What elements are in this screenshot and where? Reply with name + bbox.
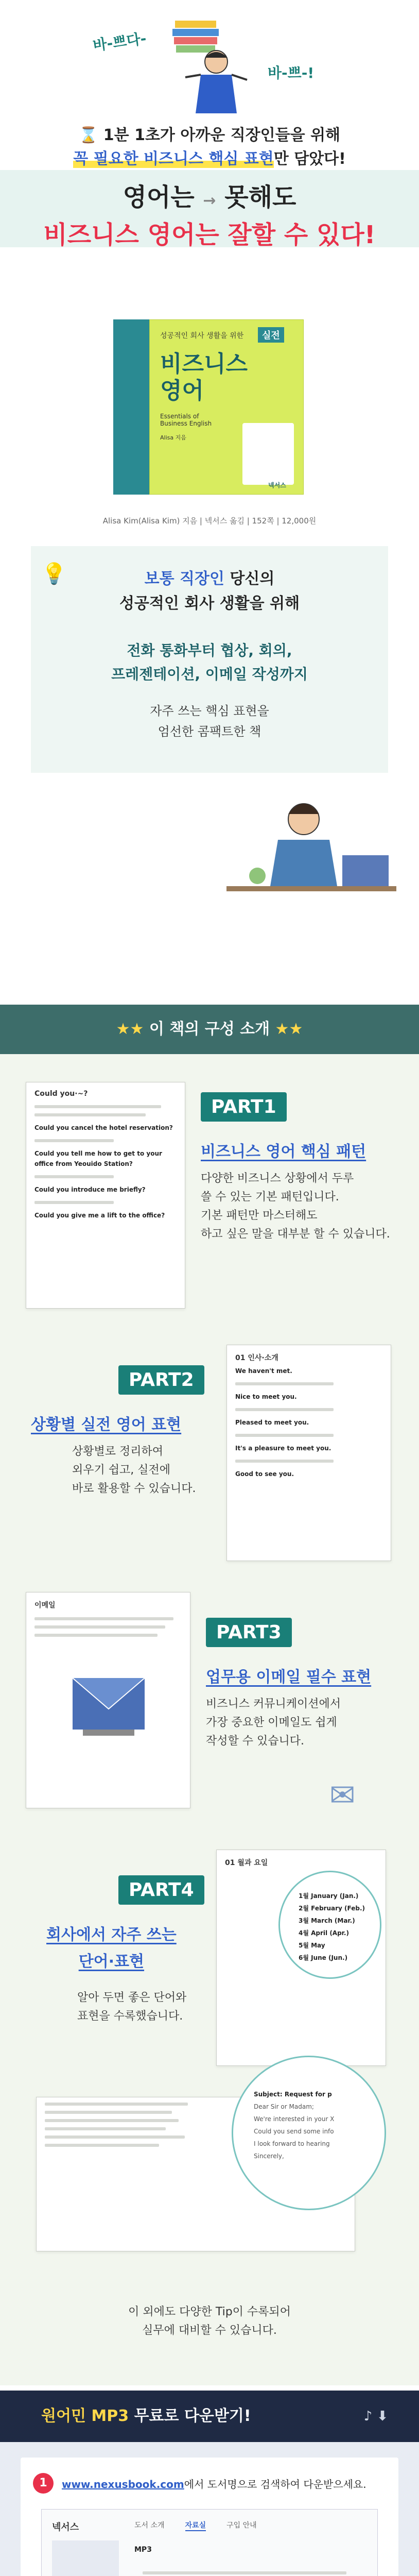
part1-desc-line: 쓸 수 있는 기본 패턴입니다. xyxy=(201,1191,339,1204)
month-item: 5월 May xyxy=(299,1942,325,1949)
book-badge: 실전 xyxy=(258,327,284,343)
mock-line xyxy=(34,1139,114,1142)
email-line: Could you send some info xyxy=(254,2128,334,2135)
part2-mock-text: Pleased to meet you. xyxy=(235,1419,309,1426)
mp3-download-section xyxy=(0,2391,419,2576)
part3-desc-line: 작성할 수 있습니다. xyxy=(206,1735,304,1748)
busy-worker-illustration xyxy=(113,10,309,113)
part4-title-2: 단어·표현 xyxy=(78,1953,145,1971)
month-item: 4월 April (Apr.) xyxy=(299,1929,349,1937)
book-publisher: 넥서스 xyxy=(268,482,286,489)
hero-section xyxy=(0,0,419,536)
headline-red: 비즈니스 영어는 잘할 수 있다! xyxy=(43,221,376,249)
part2-mock-text: Nice to meet you. xyxy=(235,1393,297,1400)
book-title xyxy=(160,351,248,404)
part2-mock-text: It's a pleasure to meet you. xyxy=(235,1445,331,1452)
book-sub-2: Business English xyxy=(160,420,212,427)
download-panel xyxy=(21,2458,398,2576)
feature-intro xyxy=(0,567,419,616)
book-title-1: 비즈니스 xyxy=(160,351,248,377)
tip-line1: 이 외에도 다양한 Tip이 수록되어 xyxy=(128,2306,291,2318)
mock-line xyxy=(45,2111,172,2114)
step1-text xyxy=(62,2476,366,2491)
mock-line xyxy=(45,2144,159,2147)
busy-text-right: 바-쁘-! xyxy=(268,64,315,81)
mock-line xyxy=(45,2119,179,2122)
part2-mock-text: Good to see you. xyxy=(235,1470,294,1478)
part3-badge: PART3 xyxy=(206,1618,292,1647)
mp3-label: MP3 xyxy=(134,2546,152,2554)
feature-line5: 자주 쓰는 핵심 표현을 xyxy=(150,704,269,718)
website-logo: 넥서스 xyxy=(52,2522,79,2533)
month-item: 1월 January (Jan.) xyxy=(299,1892,359,1900)
mock-line xyxy=(34,1105,161,1108)
download-header-highlight: 원어민 MP3 xyxy=(41,2407,129,2425)
mock-line xyxy=(235,1434,334,1437)
envelope-illustration xyxy=(67,1657,150,1750)
book-subtitle-en xyxy=(160,413,212,427)
hero-tagline xyxy=(0,124,419,171)
tip-line2: 실무에 대비할 수 있습니다. xyxy=(142,2324,277,2337)
mock-line xyxy=(45,2136,185,2139)
part2-title: 상황별 실전 영어 표현 xyxy=(31,1416,182,1434)
part4-desc xyxy=(77,1989,186,2026)
mock-line xyxy=(235,1382,334,1385)
download-header-rest: 무료로 다운받기! xyxy=(129,2407,251,2425)
part1-mock-head: Could you·~? xyxy=(34,1090,88,1098)
resource-lines xyxy=(134,2566,361,2576)
feature-highlight: 보통 직장인 xyxy=(144,570,224,588)
part4-badge: PART4 xyxy=(118,1875,204,1905)
download-header xyxy=(0,2391,419,2442)
feature-line4: 프레젠테이션, 이메일 작성까지 xyxy=(111,666,308,683)
part3-desc-line: 가장 중요한 이메일도 쉽게 xyxy=(206,1716,337,1729)
book-spine xyxy=(113,319,149,495)
mail-icon: ✉ xyxy=(329,1777,356,1814)
hero-headline xyxy=(0,180,419,252)
part2-desc xyxy=(72,1443,196,1498)
email-line: We're interested in your X xyxy=(254,2115,335,2123)
part1-desc-line: 다양한 비즈니스 상황에서 두루 xyxy=(201,1172,354,1185)
part4-title-1: 회사에서 자주 쓰는 xyxy=(46,1926,177,1944)
part4-sample-page xyxy=(216,1850,386,2066)
email-line: Dear Sir or Madam; xyxy=(254,2103,314,2110)
mock-line xyxy=(143,2571,346,2574)
headline-b: 못해도 xyxy=(224,183,296,212)
email-line: I look forward to hearing xyxy=(254,2140,330,2147)
mock-line xyxy=(34,1634,158,1637)
part2-desc-line: 바로 활용할 수 있습니다. xyxy=(72,1482,196,1495)
part1-desc-line: 하고 싶은 말을 대부분 할 수 있습니다. xyxy=(201,1228,390,1241)
hourglass-icon: ⌛ xyxy=(78,126,98,144)
book-illustration xyxy=(242,423,294,485)
tab-purchase[interactable]: 구입 안내 xyxy=(226,2521,257,2530)
part3-desc xyxy=(206,1695,341,1751)
part1-badge: PART1 xyxy=(201,1092,287,1122)
book-title-2: 영어 xyxy=(160,378,204,404)
feature-line1: 당신의 xyxy=(224,570,275,588)
part2-desc-line: 상황별로 정리하여 xyxy=(72,1445,164,1458)
book-sub-1: Essentials of xyxy=(160,413,199,420)
website-sidebar xyxy=(52,2540,119,2576)
feature-line3: 전화 통화부터 협상, 회의, xyxy=(127,642,292,659)
star-icon-right: ★★ xyxy=(275,1020,303,1038)
mock-line xyxy=(34,1617,173,1620)
month-item: 6월 June (Jun.) xyxy=(299,1954,348,1961)
part3-desc-line: 비즈니스 커뮤니케이션에서 xyxy=(206,1698,341,1710)
arrow-icon: → xyxy=(203,192,216,210)
book-front xyxy=(149,319,304,495)
part1-desc-line: 기본 패턴만 마스터해도 xyxy=(201,1209,318,1222)
part1-mock-text: Could you introduce me briefly? xyxy=(34,1186,146,1193)
busy-text-left: 바-쁘다- xyxy=(92,29,148,55)
website-tabs xyxy=(134,2520,257,2531)
nexus-link[interactable]: www.nexusbook.com xyxy=(62,2478,184,2490)
mock-line xyxy=(34,1201,114,1204)
section-title-bar xyxy=(0,1005,419,1054)
star-icon-left: ★★ xyxy=(116,1020,144,1038)
lightbulb-icon: 💡 xyxy=(41,562,67,586)
mock-line xyxy=(34,1175,114,1178)
tagline-line1: 1분 1초가 아까운 직장인들을 위해 xyxy=(103,126,341,144)
part4-mock-head: 01 월과 요일 xyxy=(225,1859,268,1867)
headline-a: 영어는 xyxy=(123,183,195,212)
email-line: Sincerely, xyxy=(254,2153,284,2160)
part1-mock-text: Could you cancel the hotel reservation? xyxy=(34,1124,173,1131)
magnifier-circle xyxy=(278,1871,381,1979)
part2-mock-head: 01 인사·소개 xyxy=(235,1354,278,1362)
part2-sample-page xyxy=(226,1345,391,1561)
tab-book-intro[interactable]: 도서 소개 xyxy=(134,2521,165,2530)
book-cover xyxy=(93,309,329,505)
step1-rest: 에서 도서명으로 검색하여 다운받으세요. xyxy=(184,2478,366,2490)
part1-sample-page xyxy=(26,1082,185,1309)
part1-title: 비즈니스 영어 핵심 패턴 xyxy=(201,1143,366,1161)
tagline-rest: 만 담았다! xyxy=(273,150,346,168)
part4-desc-line: 알아 두면 좋은 단어와 xyxy=(77,1991,187,2004)
email-magnifier xyxy=(232,2056,386,2210)
feature-section xyxy=(0,536,419,999)
section-title: 이 책의 구성 소개 xyxy=(149,1020,270,1038)
part4-desc-line: 표현을 수록했습니다. xyxy=(77,2010,183,2023)
music-icon: ♪ ⬇ xyxy=(363,2409,388,2424)
mock-line xyxy=(34,1625,165,1629)
part4-title xyxy=(46,1922,177,1971)
book-caption: Alisa Kim(Alisa Kim) 지음 | 넥서스 옮김 | 152쪽 | 12,000원 xyxy=(102,516,317,526)
structure-section xyxy=(0,1005,419,2385)
part1-mock-text: Could you tell me how to get to your office from Yeouido Station? xyxy=(34,1150,162,1167)
feature-line2: 성공적인 회사 생활을 위해 xyxy=(119,595,300,613)
part2-desc-line: 외우기 쉽고, 실전에 xyxy=(72,1464,170,1477)
month-item: 2월 February (Feb.) xyxy=(299,1905,365,1912)
part2-badge: PART2 xyxy=(118,1365,204,1395)
part3-sample-page xyxy=(26,1592,190,1808)
tab-resources[interactable]: 자료실 xyxy=(185,2520,206,2531)
part2-mock-text: We haven't met. xyxy=(235,1367,292,1375)
email-line: Subject: Request for p xyxy=(254,2091,332,2098)
part3-mock-head: 이메일 xyxy=(34,1601,56,1609)
feature-summary xyxy=(0,701,419,742)
tagline-highlight: 꼭 필요한 비즈니스 핵심 표현 xyxy=(73,150,274,168)
part3-title: 업무용 이메일 필수 표현 xyxy=(206,1668,372,1686)
mock-line xyxy=(45,2103,188,2106)
feature-line6: 엄선한 콤팩트한 책 xyxy=(158,724,261,739)
office-worker-illustration xyxy=(226,773,396,917)
part1-mock-text: Could you give me a lift to the office? xyxy=(34,1212,165,1219)
feature-topics xyxy=(0,639,419,686)
mock-line xyxy=(34,1113,146,1116)
mock-line xyxy=(45,2127,166,2130)
step1-number: 1 xyxy=(33,2473,54,2494)
website-mockup xyxy=(41,2509,378,2576)
part1-desc xyxy=(201,1170,390,1244)
month-item: 3월 March (Mar.) xyxy=(299,1917,355,1924)
mock-line xyxy=(235,1408,334,1411)
tip-caption xyxy=(0,2303,419,2340)
mock-line xyxy=(235,1460,334,1463)
book-series: 성공적인 회사 생활을 위한 xyxy=(160,332,244,340)
book-author: Alisa 지음 xyxy=(160,434,186,441)
